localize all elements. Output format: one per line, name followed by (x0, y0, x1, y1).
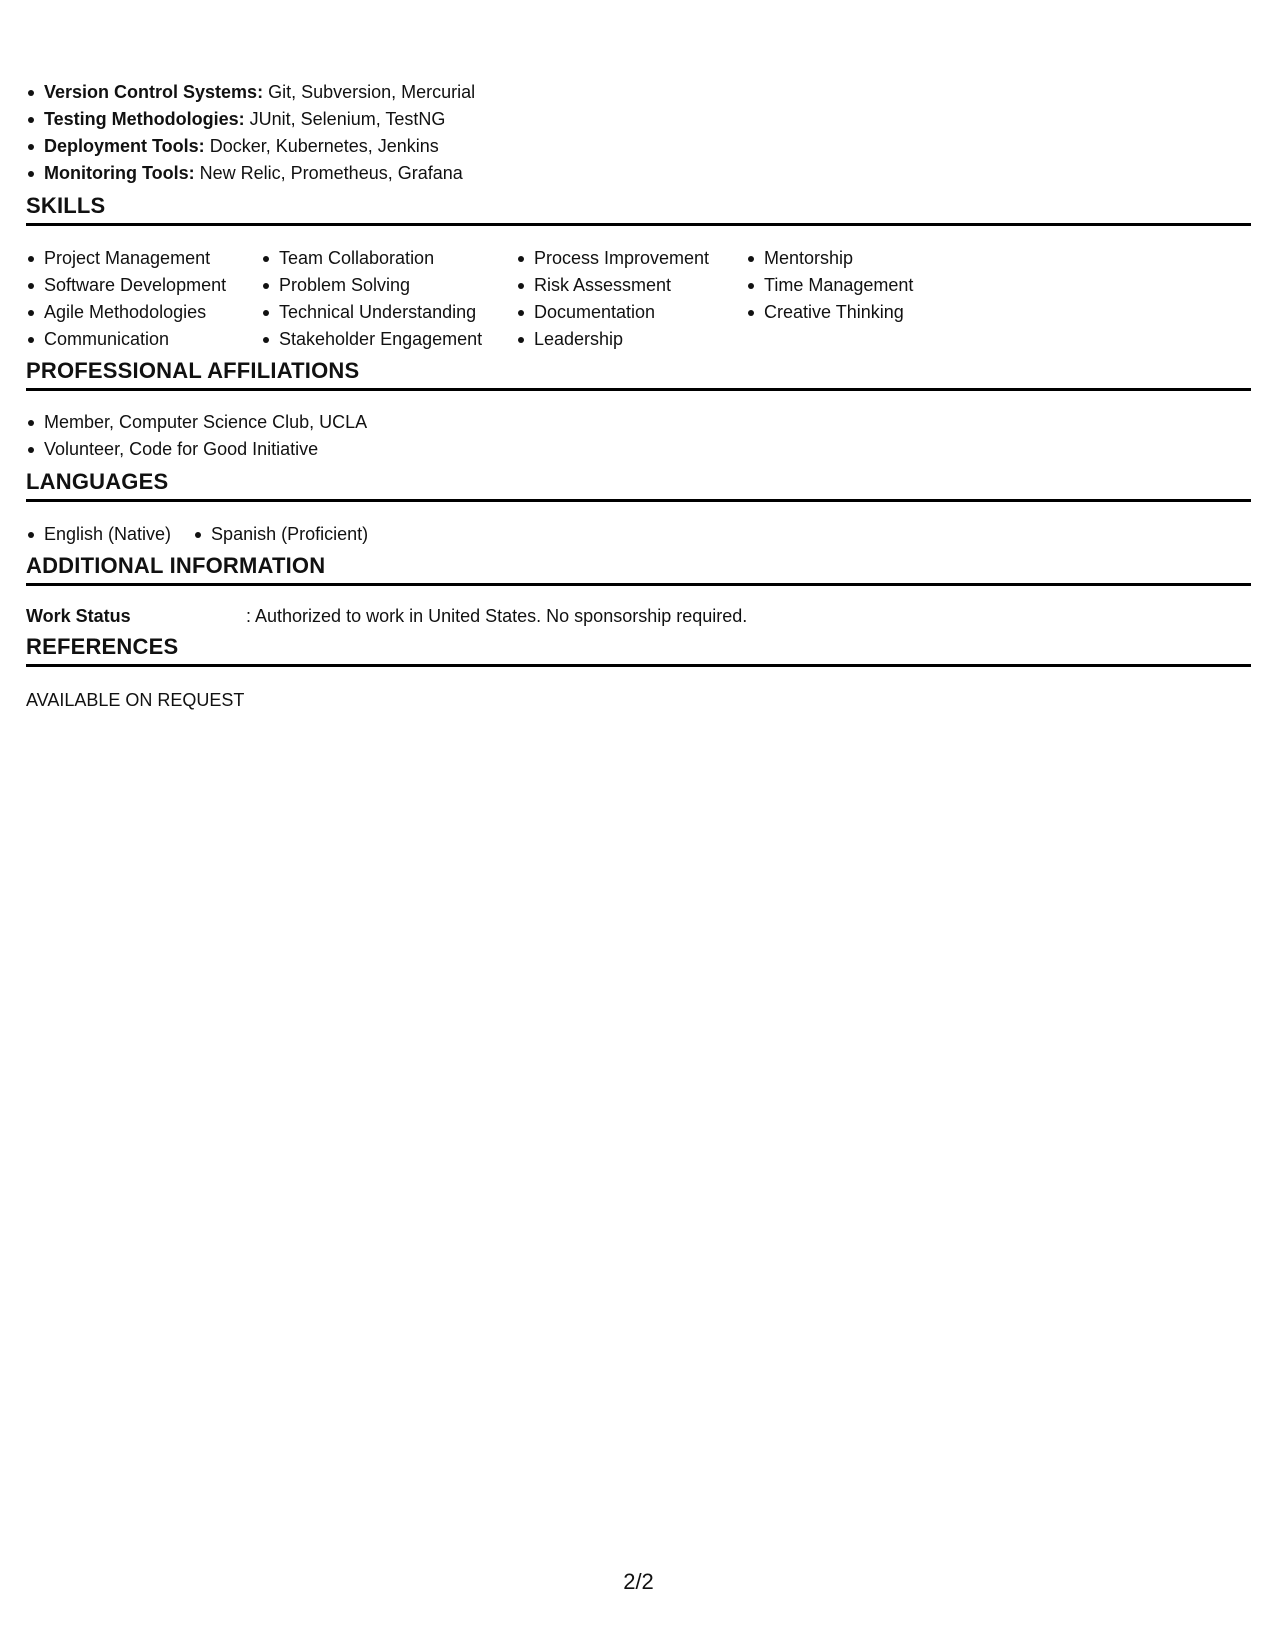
list-item: Testing Methodologies: JUnit, Selenium, TestNG (26, 106, 475, 133)
section-title-skills: SKILLS (26, 191, 1251, 226)
section-title-additional-information: ADDITIONAL INFORMATION (26, 551, 1251, 586)
section-title-languages: LANGUAGES (26, 467, 1251, 502)
skill-item: Process Improvement (516, 245, 746, 272)
skill-item: Communication (26, 326, 261, 353)
skill-item: Leadership (516, 326, 746, 353)
work-status-value: : Authorized to work in United States. No sponsorship required. (246, 606, 748, 626)
affiliation-item: Volunteer, Code for Good Initiative (26, 436, 367, 463)
skill-item: Team Collaboration (261, 245, 516, 272)
skills-grid (26, 245, 1006, 353)
list-item: Monitoring Tools: New Relic, Prometheus, Grafana (26, 160, 475, 187)
language-item: Spanish (Proficient) (193, 521, 368, 548)
skill-item: Software Development (26, 272, 261, 299)
technical-details-list (26, 79, 475, 187)
skills-column (261, 245, 516, 353)
languages-list (26, 521, 390, 548)
skill-item: Documentation (516, 299, 746, 326)
section-title-references: REFERENCES (26, 632, 1251, 667)
skills-column (746, 245, 1006, 353)
skill-item: Project Management (26, 245, 261, 272)
skills-column (516, 245, 746, 353)
list-item: Version Control Systems: Git, Subversion, Mercurial (26, 79, 475, 106)
section-title-affiliations: PROFESSIONAL AFFILIATIONS (26, 356, 1251, 391)
skill-item: Time Management (746, 272, 1006, 299)
language-item: English (Native) (26, 521, 171, 548)
page-number: 2/2 (623, 1569, 654, 1594)
skill-item: Creative Thinking (746, 299, 1006, 326)
references-text: AVAILABLE ON REQUEST (26, 690, 245, 710)
skill-item: Technical Understanding (261, 299, 516, 326)
affiliations-list (26, 409, 367, 463)
skill-item: Problem Solving (261, 272, 516, 299)
skill-item: Agile Methodologies (26, 299, 261, 326)
list-item: Deployment Tools: Docker, Kubernetes, Jenkins (26, 133, 475, 160)
work-status-label: Work Status (26, 606, 131, 626)
skill-item: Mentorship (746, 245, 1006, 272)
affiliation-item: Member, Computer Science Club, UCLA (26, 409, 367, 436)
skill-item: Risk Assessment (516, 272, 746, 299)
skills-column (26, 245, 261, 353)
work-status-row (26, 603, 747, 630)
skill-item: Stakeholder Engagement (261, 326, 516, 353)
resume-page (26, 0, 1251, 1650)
